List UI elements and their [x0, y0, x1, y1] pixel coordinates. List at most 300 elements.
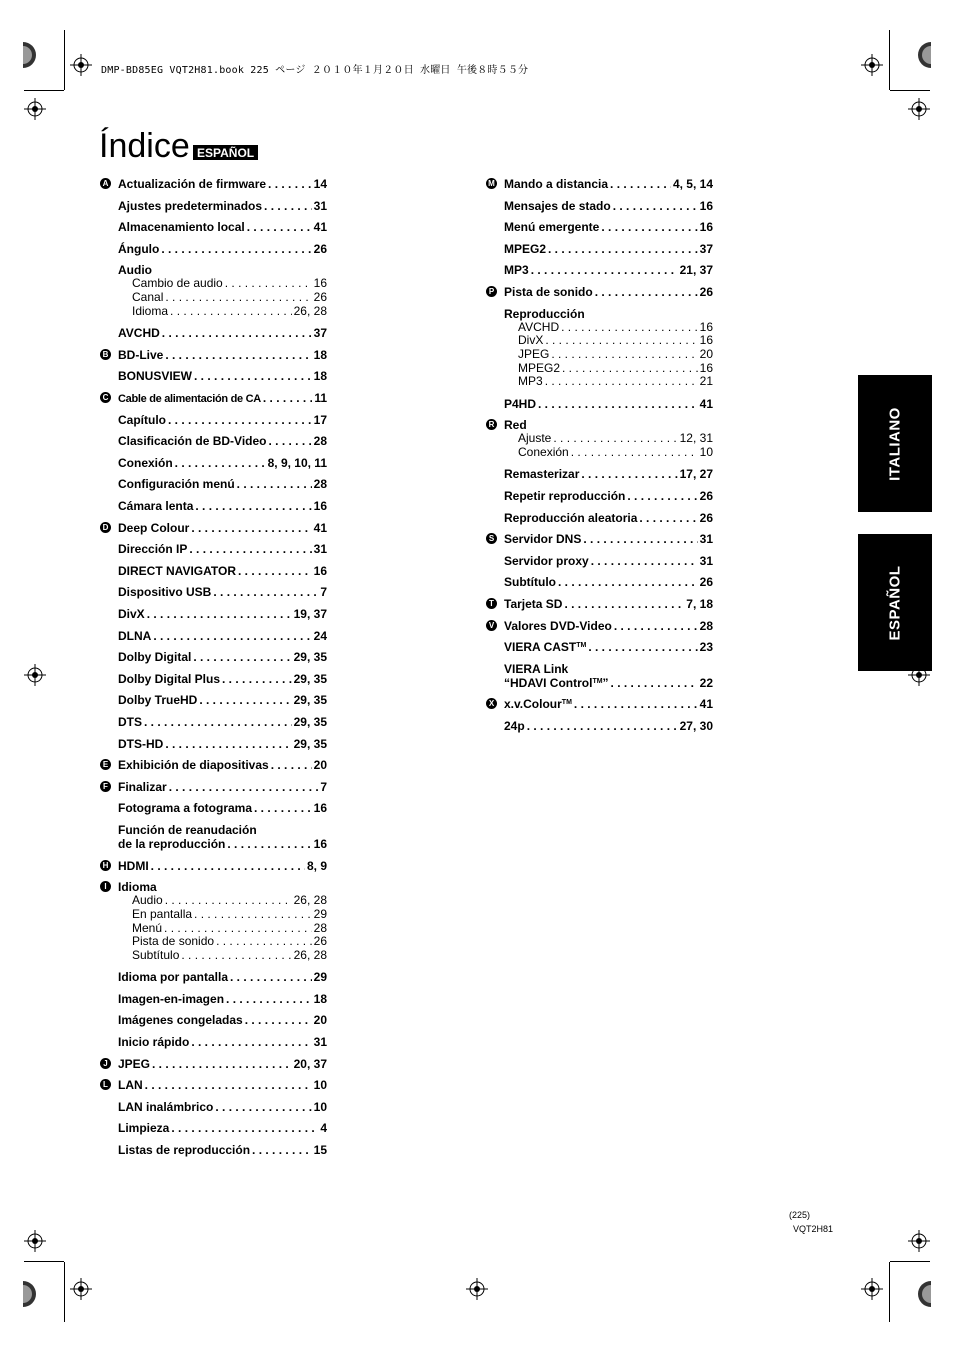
index-entry	[103, 779, 327, 794]
index-entry-pages: 16	[699, 220, 713, 235]
index-entry-label: Reproducción	[504, 306, 585, 321]
section-letter-badge: D	[100, 522, 111, 533]
dot-leader	[574, 697, 698, 711]
index-subentry	[504, 348, 713, 362]
registration-mark-icon	[861, 54, 883, 76]
index-entry-label: Función de reanudación	[118, 822, 257, 837]
dot-leader	[611, 676, 698, 690]
index-entry-label: MP3	[504, 263, 529, 278]
index-entry-label: Mando a distancia	[504, 177, 609, 191]
document-code: VQT2H81	[793, 1224, 834, 1234]
index-subentry-pages: 16	[699, 319, 713, 334]
section-letter-badge: L	[100, 1079, 111, 1090]
section-letter-badge: T	[486, 598, 497, 609]
index-entry-label: Inicio rápido	[118, 1035, 190, 1049]
index-entry-label: Remasterizar	[504, 467, 580, 482]
index-subentry	[504, 375, 713, 389]
index-entry-pages: 26	[313, 241, 327, 256]
index-subentry-pages: 12, 31	[679, 431, 713, 446]
registration-mark-icon	[908, 98, 930, 120]
dot-leader	[238, 564, 312, 578]
index-entry-line	[118, 1078, 327, 1092]
trademark-mark: TM	[592, 677, 603, 685]
index-entry	[118, 242, 327, 256]
dot-leader	[216, 935, 312, 949]
index-entry	[504, 511, 713, 525]
index-entry	[118, 499, 327, 513]
index-entry-pages: 31	[699, 553, 713, 568]
dot-leader	[165, 737, 291, 751]
index-entry	[504, 554, 713, 568]
index-entry-line	[118, 1143, 327, 1157]
index-subentry-pages: 16	[699, 360, 713, 375]
index-entry-line	[504, 719, 713, 733]
index-entry	[504, 220, 713, 234]
index-entry-line	[504, 640, 713, 654]
dot-leader	[551, 348, 697, 362]
index-entry-label: Subtítulo	[504, 575, 556, 590]
index-entry-pages: 16	[699, 198, 713, 213]
section-letter-badge: F	[100, 781, 111, 792]
section-letter-badge: R	[486, 419, 497, 430]
index-entry-line	[504, 554, 713, 568]
crop-mark	[889, 30, 890, 90]
index-entry	[118, 693, 327, 707]
index-entry-pages: 20	[313, 758, 327, 773]
index-entry-label: 24p	[504, 718, 525, 733]
dot-leader	[564, 597, 684, 611]
index-entry-line	[118, 629, 327, 643]
section-letter-badge: M	[486, 178, 497, 189]
index-entry-label: Cable de alimentación de CA	[118, 392, 261, 405]
print-header: DMP-BD85EG VQT2H81.book 225 ページ ２０１０年１月２０日 水曜日 午後８時５５分	[101, 65, 529, 76]
index-entry	[488, 177, 713, 191]
index-subentry-pages: 28	[313, 920, 327, 935]
index-entry-label-end: ”	[602, 675, 609, 690]
index-entry-line	[504, 619, 713, 633]
side-tab-italiano: ITALIANO	[858, 375, 932, 512]
index-entry	[504, 263, 713, 277]
index-entry-pages: 31	[313, 198, 327, 213]
index-entry-label: Servidor DNS	[504, 532, 582, 547]
index-entry-label: Dirección IP	[118, 542, 188, 557]
index-subentry-pages: 21	[699, 374, 713, 389]
index-subentry-label: Cambio de audio	[132, 276, 223, 291]
dot-leader	[639, 511, 697, 525]
registration-mark-icon	[70, 54, 92, 76]
index-entry	[118, 737, 327, 751]
index-entry-line	[118, 650, 327, 664]
index-entry	[504, 307, 713, 390]
index-subentry-label: Conexión	[518, 445, 569, 459]
color-wheel-icon	[23, 1281, 41, 1307]
index-entry-label: Exhibición de diapositivas	[118, 758, 269, 773]
index-entry-line	[118, 521, 327, 535]
index-entry-label: Configuración menú	[118, 477, 235, 492]
dot-leader	[247, 220, 312, 234]
index-entry-label: VIERA Link	[504, 661, 569, 676]
index-entry-pages: 41	[313, 520, 327, 535]
index-entry-pages: 15	[313, 1143, 327, 1157]
index-entry	[488, 697, 713, 712]
index-subentry-label: Pista de sonido	[132, 934, 215, 949]
index-entry-pages: 20	[313, 1013, 327, 1028]
index-entry-pages: 23	[699, 640, 713, 655]
index-subentry	[118, 277, 327, 291]
index-entry	[118, 413, 327, 427]
index-entry-pages: 16	[313, 498, 327, 513]
color-wheel-icon	[913, 1281, 931, 1307]
index-subentry	[118, 935, 327, 949]
index-entry	[102, 347, 327, 362]
language-badge: ESPAÑOL	[193, 145, 258, 160]
index-entry-label: Clasificación de BD-Video	[118, 434, 267, 449]
dot-leader	[548, 242, 698, 256]
index-entry-label: Dolby Digital	[118, 650, 192, 665]
dot-leader	[252, 1143, 312, 1157]
index-entry-pages: 4	[320, 1121, 327, 1136]
index-entry-pages: 31	[313, 1035, 327, 1049]
index-entry-line	[118, 391, 327, 406]
index-entry-pages: 18	[313, 347, 327, 362]
index-entry-label: DivX	[118, 606, 145, 621]
dot-leader	[553, 432, 677, 446]
index-entry-line	[504, 199, 713, 213]
dot-leader	[165, 348, 311, 362]
index-entry-line	[118, 693, 327, 707]
index-entry	[118, 542, 327, 556]
index-entry-line	[118, 801, 327, 815]
index-entry	[118, 607, 327, 621]
dot-leader	[175, 456, 266, 470]
trademark-mark: TM	[576, 642, 587, 650]
index-entry-label: AVCHD	[118, 326, 160, 341]
index-subentry-pages: 26	[313, 290, 327, 305]
index-entry	[102, 858, 327, 873]
index-entry-line	[118, 970, 327, 984]
dot-leader	[144, 715, 292, 729]
index-entry-label: Menú emergente	[504, 220, 600, 235]
dot-leader	[268, 177, 312, 191]
index-subentry	[504, 321, 713, 335]
index-subentry-label: AVCHD	[518, 319, 560, 334]
crop-mark	[890, 1261, 930, 1262]
index-entry-line	[118, 837, 327, 851]
dot-leader	[264, 199, 312, 213]
index-entry-pages: 8, 9	[306, 858, 327, 873]
index-entry-label: Actualización de firmware	[118, 177, 267, 191]
index-entry-pages: 16	[313, 563, 327, 578]
index-entry	[504, 640, 713, 654]
index-entry-label: P4HD	[504, 396, 537, 411]
index-entry	[504, 662, 713, 690]
index-entry-label: Imágenes congeladas	[118, 1013, 243, 1028]
index-entry-label: MPEG2	[504, 241, 547, 256]
index-entry-line	[504, 662, 713, 676]
index-entry-line	[118, 499, 327, 513]
index-entry-line	[118, 1035, 327, 1049]
index-entry-line	[504, 511, 713, 525]
index-entry-line	[118, 737, 327, 751]
index-entry-line	[118, 1121, 327, 1135]
index-entry	[504, 575, 713, 589]
index-subentry-pages: 26, 28	[293, 893, 327, 908]
index-entry-line	[118, 880, 327, 894]
index-entry-label: Cámara lenta	[118, 498, 194, 513]
index-entry-label: VIERA CAST™	[504, 640, 587, 655]
index-entry-label: Fotograma a fotograma	[118, 801, 253, 816]
index-entry-line	[504, 575, 713, 589]
index-entry-line	[504, 418, 713, 432]
index-entry-pages: 10	[313, 1099, 327, 1114]
dot-leader	[226, 992, 312, 1006]
index-entry	[118, 585, 327, 599]
index-subentry	[118, 305, 327, 319]
index-entry	[504, 719, 713, 733]
index-subentry	[118, 908, 327, 922]
trademark-mark: TM	[561, 699, 572, 707]
index-entry-line	[504, 532, 713, 546]
index-entry-pages: 29	[313, 970, 327, 985]
index-entry-line	[118, 456, 327, 470]
index-subentry-pages: 16	[699, 333, 713, 348]
index-entry-pages: 18	[313, 991, 327, 1006]
index-entry-line	[118, 823, 327, 837]
dot-leader	[237, 477, 312, 491]
index-entry	[118, 715, 327, 729]
page-title: Índice	[99, 127, 190, 165]
section-letter-badge: H	[100, 860, 111, 871]
dot-leader	[194, 369, 312, 383]
index-entry-line	[118, 177, 327, 191]
registration-mark-icon	[908, 1230, 930, 1252]
index-entry-line	[504, 676, 713, 690]
dot-leader	[230, 970, 312, 984]
index-entry-label: Limpieza	[118, 1121, 170, 1136]
dot-leader	[271, 758, 312, 772]
index-entry-line	[118, 1013, 327, 1027]
dot-leader	[610, 177, 671, 191]
index-entry	[118, 672, 327, 686]
index-entry-pages: 37	[699, 241, 713, 256]
index-entry-pages: 41	[699, 396, 713, 411]
index-entry	[118, 263, 327, 318]
index-entry-pages: 26	[699, 285, 713, 299]
index-entry-label: Idioma por pantalla	[118, 970, 229, 985]
dot-leader	[561, 321, 698, 335]
index-entry-label: Reproducción aleatoria	[504, 510, 638, 525]
index-entry-label: BONUSVIEW	[118, 369, 193, 384]
index-entry	[118, 823, 327, 851]
dot-leader	[225, 277, 312, 291]
index-entry-label: LAN inalámbrico	[118, 1099, 214, 1114]
index-subentry	[118, 922, 327, 936]
dot-leader	[152, 1057, 292, 1071]
index-subentry-pages: 26, 28	[293, 947, 327, 962]
index-entry-pages: 4, 5, 14	[672, 177, 713, 191]
index-entry	[103, 1078, 327, 1093]
index-subentry	[504, 446, 713, 460]
index-subentry-pages: 26, 28	[293, 303, 327, 318]
index-entry	[504, 199, 713, 213]
dot-leader	[145, 1078, 312, 1092]
color-wheel-icon	[23, 42, 41, 68]
section-letter-badge: C	[100, 392, 111, 403]
dot-leader	[562, 362, 698, 376]
index-entry-pages: 41	[699, 697, 713, 712]
index-entry-pages: 14	[313, 177, 327, 191]
index-entry-line	[504, 597, 713, 611]
index-entry-pages: 28	[313, 434, 327, 449]
registration-mark-icon	[24, 1230, 46, 1252]
index-entry-line	[118, 348, 327, 362]
dot-leader	[614, 619, 698, 633]
dot-leader	[215, 1100, 311, 1114]
section-letter-badge: J	[100, 1058, 111, 1069]
index-entry	[488, 418, 713, 459]
index-subentry	[504, 432, 713, 446]
index-entry-line	[118, 715, 327, 729]
index-subentry-label: Canal	[132, 290, 164, 305]
index-entry-line	[118, 672, 327, 686]
index-entry	[118, 650, 327, 664]
section-letter-badge: B	[100, 349, 111, 360]
index-entry-line	[118, 780, 327, 794]
index-entry-label: LAN	[118, 1078, 143, 1093]
index-entry-pages: 27, 30	[679, 718, 713, 733]
index-entry-line	[118, 242, 327, 256]
dot-leader	[171, 1121, 318, 1135]
index-entry	[489, 596, 713, 611]
index-subentry	[118, 894, 327, 908]
crop-mark	[889, 1262, 890, 1322]
index-entry	[102, 177, 327, 191]
index-entry-pages: 16	[313, 836, 327, 851]
side-tab-espanol: ESPAÑOL	[858, 534, 932, 671]
index-entry-pages: 29, 35	[293, 714, 327, 729]
index-entry-label: Audio	[118, 263, 152, 278]
index-entry-line	[118, 992, 327, 1006]
index-entry-pages: 17, 27	[679, 467, 713, 482]
index-entry-line	[118, 434, 327, 448]
dot-leader	[193, 650, 291, 664]
index-entry-label: Finalizar	[118, 779, 167, 794]
index-entry	[504, 489, 713, 503]
index-entry	[103, 1056, 327, 1071]
index-entry-label: de la reproducción	[118, 836, 226, 851]
index-subentry-label: MP3	[518, 374, 543, 389]
crop-mark	[890, 90, 930, 91]
dot-leader	[227, 837, 311, 851]
dot-leader	[627, 489, 697, 503]
index-entry-line	[504, 489, 713, 503]
index-subentry-label: Idioma	[132, 303, 169, 318]
index-entry	[118, 199, 327, 213]
dot-leader	[254, 801, 312, 815]
dot-leader	[162, 326, 312, 340]
dot-leader	[245, 1013, 312, 1027]
dot-leader	[601, 220, 697, 234]
dot-leader	[153, 629, 311, 643]
dot-leader	[194, 908, 312, 922]
index-entry	[118, 564, 327, 578]
index-entry-pages: 28	[313, 477, 327, 492]
dot-leader	[199, 693, 291, 707]
index-entry	[118, 801, 327, 815]
index-entry-label: Capítulo	[118, 412, 166, 427]
index-entry-pages: 31	[313, 542, 327, 557]
index-entry-line	[118, 263, 327, 277]
dot-leader	[165, 894, 292, 908]
crop-mark	[24, 1261, 64, 1262]
index-entry-label: Ángulo	[118, 241, 160, 256]
index-entry-label: Mensajes de stado	[504, 198, 611, 213]
index-entry-line	[118, 585, 327, 599]
dot-leader	[168, 413, 312, 427]
index-entry-pages: 29, 35	[293, 693, 327, 708]
index-entry-label: Conexión	[118, 455, 173, 470]
index-subentry-pages: 16	[313, 276, 327, 291]
section-letter-badge: I	[100, 881, 111, 892]
dot-leader	[581, 467, 677, 481]
dot-leader	[571, 446, 698, 460]
page-number: (225)	[789, 1210, 811, 1220]
index-entry-pages: 29, 35	[293, 671, 327, 686]
index-entry	[118, 992, 327, 1006]
index-entry-label: Dolby Digital Plus	[118, 671, 221, 686]
section-letter-badge: P	[486, 286, 497, 297]
index-subentry-label: DivX	[518, 333, 544, 348]
index-entry-label: DLNA	[118, 628, 152, 643]
index-entry-line	[504, 177, 713, 191]
index-subentry-pages: 29	[313, 906, 327, 921]
index-entry-line	[118, 758, 327, 772]
index-entry	[488, 618, 713, 633]
index-entry-line	[118, 220, 327, 234]
index-entry-label: Listas de reproducción	[118, 1143, 251, 1157]
dot-leader	[161, 242, 311, 256]
index-entry-line	[504, 263, 713, 277]
index-entry-pages: 11	[314, 390, 327, 405]
index-entry-label: Dolby TrueHD	[118, 693, 198, 708]
index-subentry-label: JPEG	[518, 347, 550, 361]
registration-mark-icon	[466, 1278, 488, 1300]
dot-leader	[545, 334, 697, 348]
index-entry	[118, 456, 327, 470]
section-letter-badge: S	[486, 533, 497, 544]
index-subentry	[118, 291, 327, 305]
dot-leader	[213, 585, 318, 599]
index-entry	[118, 1035, 327, 1049]
index-entry	[118, 1013, 327, 1027]
index-entry-line	[504, 242, 713, 256]
index-entry-line	[118, 1100, 327, 1114]
dot-leader	[591, 554, 698, 568]
index-entry-line	[504, 285, 713, 299]
index-entry-pages: 7	[320, 779, 327, 794]
index-entry-line	[118, 477, 327, 491]
index-entry-label: Tarjeta SD	[504, 596, 563, 611]
index-entry	[104, 880, 327, 963]
index-entry-label: Imagen-en-imagen	[118, 991, 225, 1006]
index-entry-pages: 28	[699, 618, 713, 633]
index-subentry-label: Subtítulo	[132, 947, 180, 962]
dot-leader	[151, 859, 305, 873]
index-entry	[102, 390, 327, 406]
dot-leader	[538, 397, 698, 411]
dot-leader	[170, 305, 292, 319]
index-entry-label: JPEG	[118, 1056, 151, 1071]
